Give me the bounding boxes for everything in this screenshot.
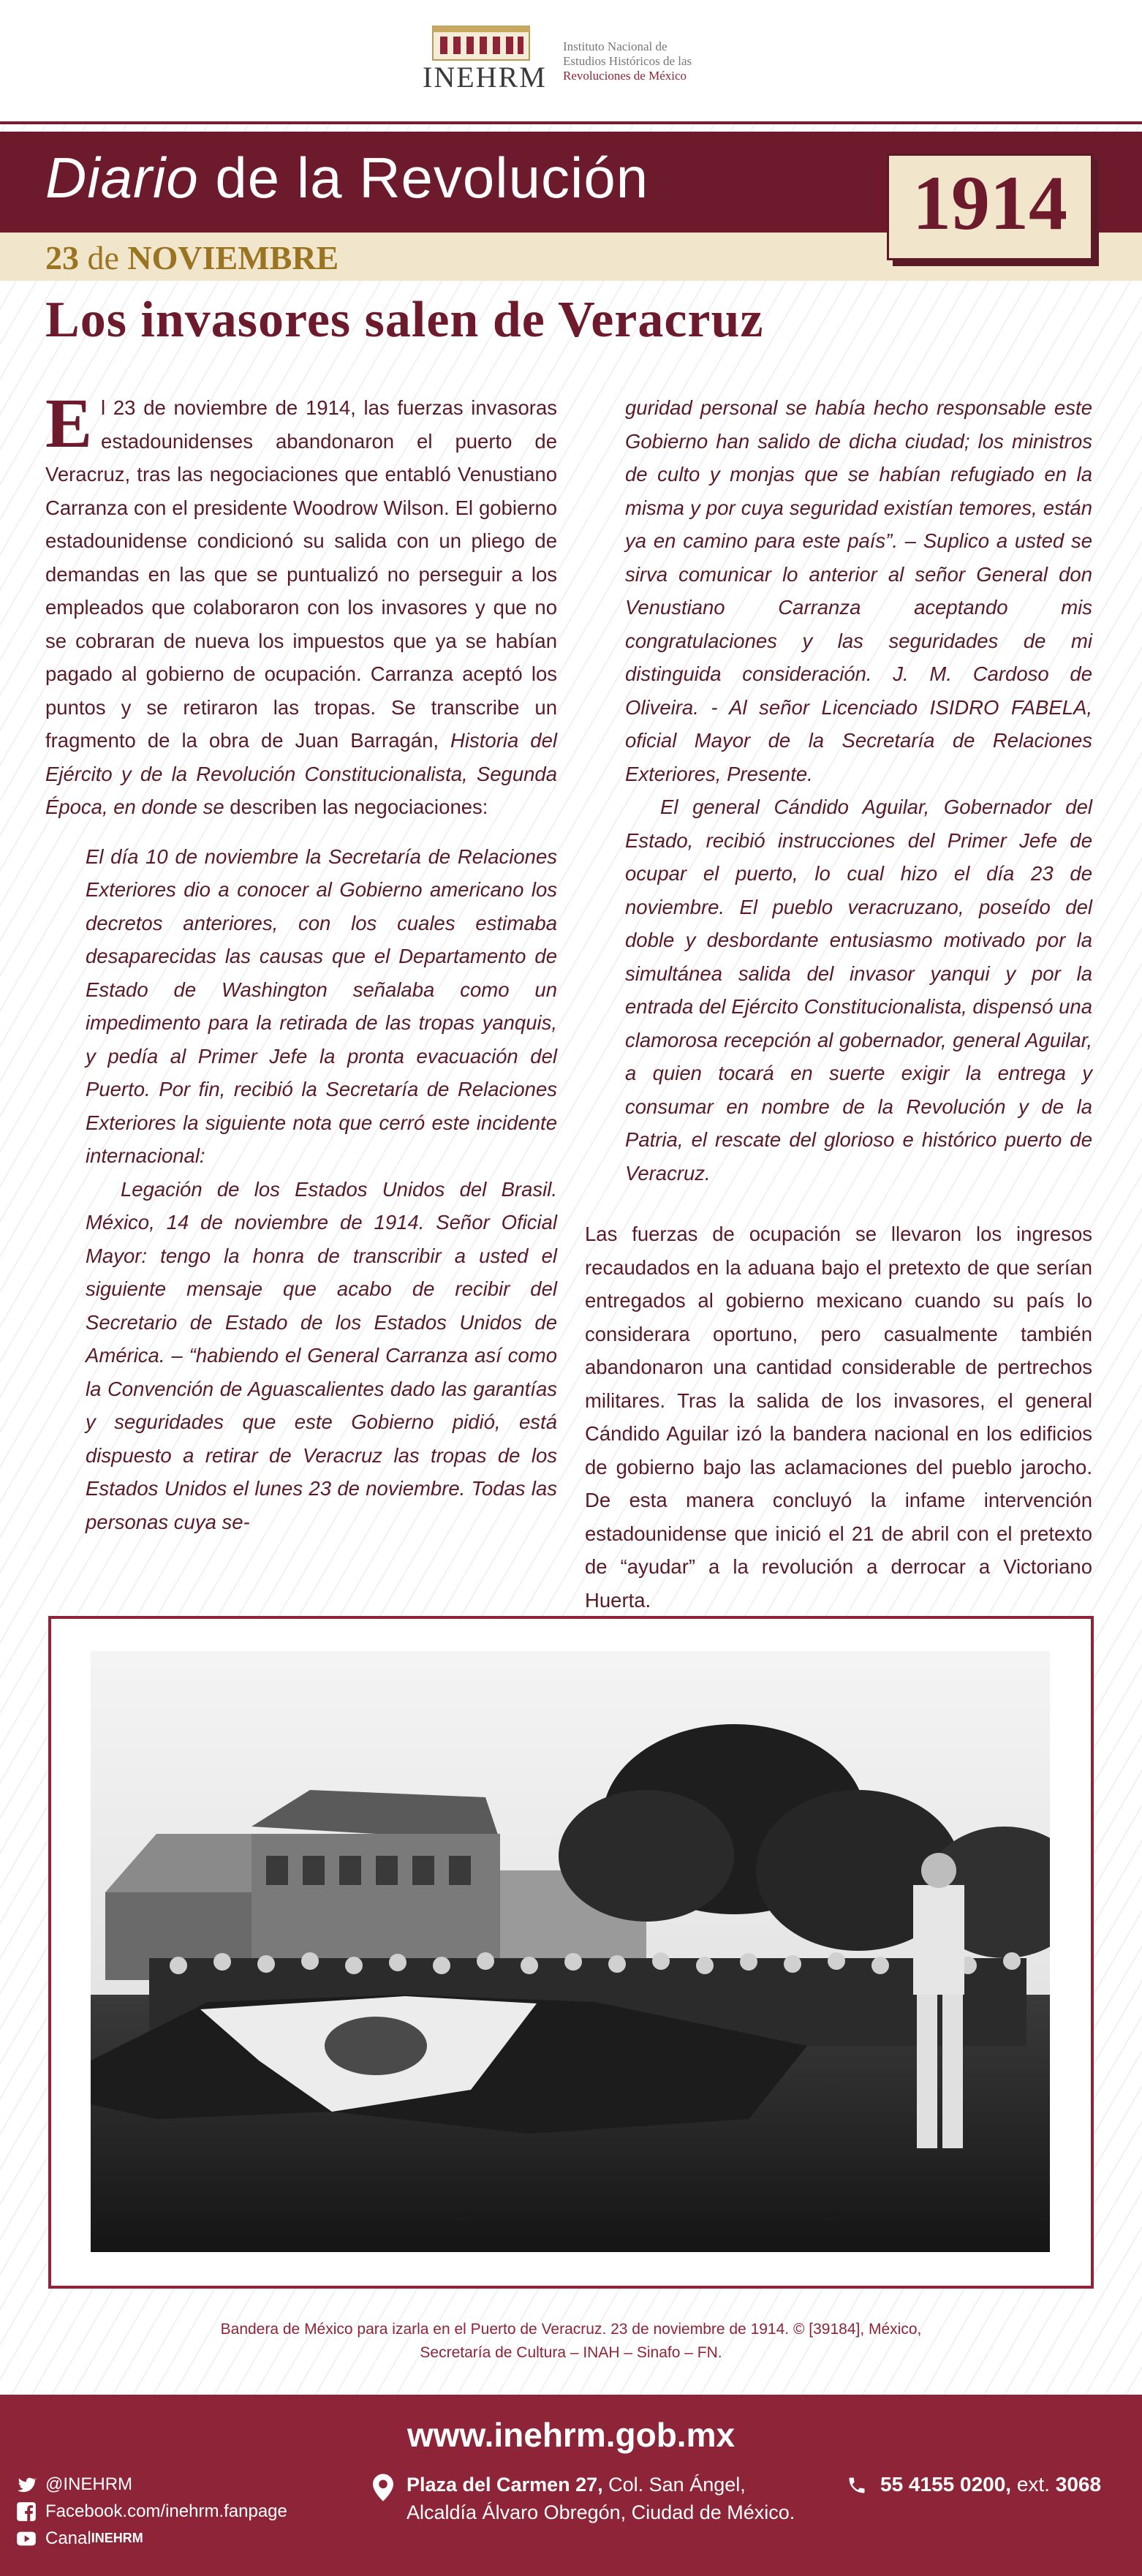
website-link[interactable]: www.inehrm.gob.mx [406,2416,736,2454]
entry-date: 23 de NOVIEMBRE [45,239,339,276]
social-links [16,2471,287,2552]
photo-caption: Bandera de México para izarla en el Puerto de Veracruz. 23 de noviembre de 1914. © [39184], México, Secretaría de Cultura – INAH – Sinafo – FN. [220,2321,922,2361]
quote-paragraph-3: guridad personal se había hecho responsable este Gobierno han salido de dicha ciudad; los ministros de culto y monjas que se habían refugiado en la misma y por cuya seguridad existían temores, están ya en camino para este país”. – Suplico a usted se sirva comunicar lo anterior al señor General don Venustiano Carranza aceptando mis congratulaciones y las seguridades de mi distinguida consideración. J. M. Cardoso de Oliveira. - Al señor Licenciado ISIDRO FABELA, oficial Mayor de la Secretaría de Relaciones Exteriores, Presente. [625,396,1092,785]
location-pin-icon [373,2474,393,2501]
closing-paragraph: Las fuerzas de ocupación se llevaron los ingresos recaudados en la aduana bajo el pretexto de que serían entregados al gobierno mexicano cuando su país lo considerara oportuno, pero casualmente también abandonaron una cantidad considerable de pertrechos militares. Tras la salida de los invasores, el general Cándido Aguilar izó la bandera nacional en los edificios de gobierno bajo las aclamaciones del pueblo jarocho. De esta manera concluyó la infame intervención estadounidense que inició el 21 de abril con el pretexto de “ayudar” a la revolución a derrocar a Victoriano Huerta. [585,1223,1092,1612]
quote-paragraph-2: Legación de los Estados Unidos del Brasil. México, 14 de noviembre de 1914. Señor Oficial Mayor: tengo la honra de transcribir a usted el siguiente mensaje que acabo de recibir del Secretario de Estado de los Estados Unidos de América. – “habiendo el General Carranza así como la Convención de Aguascalientes dado las garantías y seguridades que este Gobierno pidió, está dispuesto a retirar de Veracruz las tropas de los Estados Unidos el lunes 23 de noviembre. Todas las personas cuya se- [86,1177,557,1533]
article-column-right [585,391,1092,1617]
logo-wordmark: INEHRM [423,61,547,94]
logo-subtitle: Instituto Nacional de Estudios Históricos de las Revoluciones de México [563,39,692,83]
youtube-link[interactable]: Canal INEHRM [16,2525,287,2552]
facebook-link[interactable]: Facebook.com/inehrm.fanpage [16,2498,287,2525]
inehrm-logo [417,23,731,97]
series-title: Diario de la Revolución [45,146,649,210]
flag-photo-image [91,1651,1050,2252]
historic-photo [91,1651,1050,2252]
twitter-link[interactable]: @INEHRM [16,2471,287,2498]
quote-paragraph-1: El día 10 de noviembre la Secretaría de Relaciones Exteriores dio a conocer al Gobierno americano los decretos anteriores, con los cuales estimaba desaparecidas las causas que el Departamento de Estado de Washington señalaba como un impedimento para la retirada de las tropas yanquis, y pedía al Primer Jefe la pronta evacuación del Puerto. Por fin, recibió la Secretaría de Relaciones Exteriores la siguiente nota que cerró este incidente internacional: [86,845,557,1167]
youtube-icon [16,2528,37,2549]
header-divider [0,121,1142,124]
article-column-left [45,384,557,1538]
photo-frame [48,1616,1094,2289]
logo-header [0,0,1142,124]
footer: www.inehrm.gob.mx @INEHRM Facebook.com/inehrm.fanpage Canal INEHRM Plaza del Carmen 27, Col. San Ángel, Alcaldía Álvaro Obregón, Ciudad de México. 55 4155 0200, ext. 3068 [0,2395,1142,2576]
twitter-icon [16,2474,37,2495]
quote-paragraph-4: El general Cándido Aguilar, Gobernador del Estado, recibió instrucciones del Primer Jefe de ocupar el puerto, lo cual hizo el día 23 de noviembre. El pueblo veracruzano, poseído del doble y desbordante entusiasmo motivado por la simultánea salida del invasor yanqui y por la entrada del Ejército Constitucionalista, dispensó una clamorosa recepción al gobernador, general Aguilar, a quien tocará en suerte exigir la entrega y consumar en nombre de la Revolución y de la Patria, el rescate del glorioso e histórico puerto de Veracruz. [625,796,1092,1185]
article-headline: Los invasores salen de Veracruz [45,292,764,348]
drop-cap: E [45,384,93,462]
building-icon [430,23,532,61]
facebook-icon [16,2501,37,2522]
year-badge [887,154,1093,260]
year-text: 1914 [912,160,1067,246]
phone-icon [847,2475,867,2496]
intro-paragraph: El 23 de noviembre de 1914, las fuerzas invasoras estadounidenses abandonaron el puerto de Veracruz, tras las negociaciones que entabló Venustiano Carranza con el presidente Woodrow Wilson. El gobierno estadounidense condicionó su salida con un pliego de demandas en las que se puntualizó no perseguir a los empleados que colaboraron con los invasores y que no se cobraran de nueva los impuestos que ya se habían pagado al gobierno de ocupación. Carranza aceptó los puntos y se retiraron las tropas. Se transcribe un fragmento de la obra de Juan Barragán, Historia del Ejército y de la Revolución Constitucionalista, Segunda Época, en donde se describen las negociaciones: [45,384,557,818]
